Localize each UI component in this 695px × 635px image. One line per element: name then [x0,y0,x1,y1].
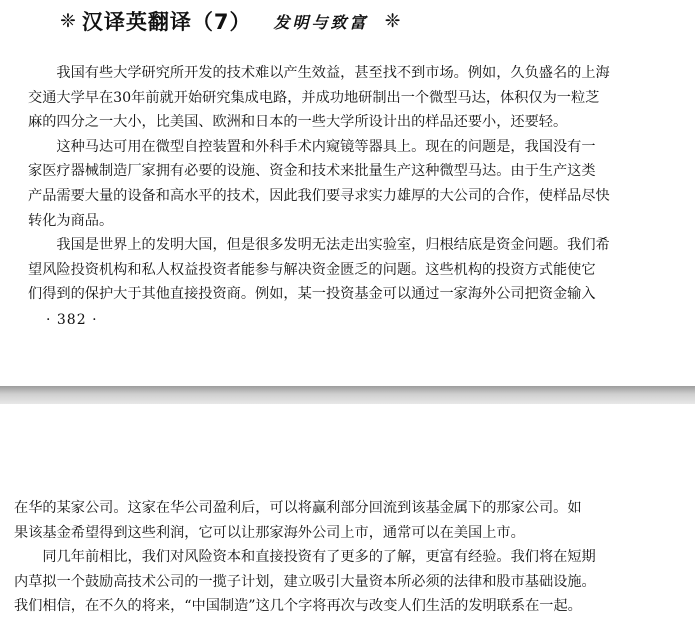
text-line: 我国有些大学研究所开发的技术难以产生效益，甚至找不到市场。例如，久负盛名的上海 [28,65,610,81]
chapter-title: 汉译英翻译（7） [81,10,252,34]
chapter-header [60,6,400,36]
chapter-subtitle: 发明与致富 [273,12,369,32]
text-line: 麻的四分之一大小，比美国、欧洲和日本的一些大学所设计出的样品还要小，还要轻。 [28,114,568,131]
page-bottom [0,404,695,635]
page-separator [0,386,695,404]
text-line: 家医疗器械制造厂家拥有必要的设施、资金和技术来批量生产这种微型马达。由于生产这类 [28,163,596,180]
text-line: 交通大学早在30年前就开始研究集成电路，并成功地研制出一个微型马达，体积仅为一粒芝 [28,89,600,106]
body-text-top [28,61,610,307]
body-text-bottom [14,496,596,619]
page-number: · 382 · [46,312,98,328]
text-line: 我们相信，在不久的将来，“中国制造”这几个字将再次与改变人们生活的发明联系在一起。 [14,598,582,615]
text-line: 们得到的保护大于其他直接投资商。例如，某一投资基金可以通过一家海外公司把资金输入 [28,286,596,303]
text-line: 同几年前相比，我们对风险资本和直接投资有了更多的了解，更富有经验。我们将在短期 [14,549,596,566]
text-line: 望风险投资机构和私人权益投资者能参与解决资金匮乏的问题。这些机构的投资方式能使它 [28,261,596,278]
text-line: 内草拟一个鼓励高技术公司的一揽子计划，建立吸引大量资本所必须的法律和股市基础设施。 [14,573,596,590]
text-line: 在华的某家公司。这家在华公司盈利后，可以将赢利部分回流到该基金属下的那家公司。如 [14,500,582,516]
text-line: 果该基金希望得到这些利润，它可以让那家海外公司上市，通常可以在美国上市。 [14,524,525,541]
ornament-left-icon: ❈ [60,9,76,32]
ornament-right-icon: ❈ [384,9,401,32]
text-line: 产品需要大量的设备和高水平的技术，因此我们要寻求实力雄厚的大公司的合作，使样品尽快 [28,187,610,204]
text-line: 这种马达可用在微型自控装置和外科手术内窥镜等器具上。现在的问题是，我国没有一 [28,138,596,155]
text-line: 转化为商品。 [28,212,114,229]
text-line: 我国是世界上的发明大国，但是很多发明无法走出实验室，归根结底是资金问题。我们希 [28,237,610,254]
